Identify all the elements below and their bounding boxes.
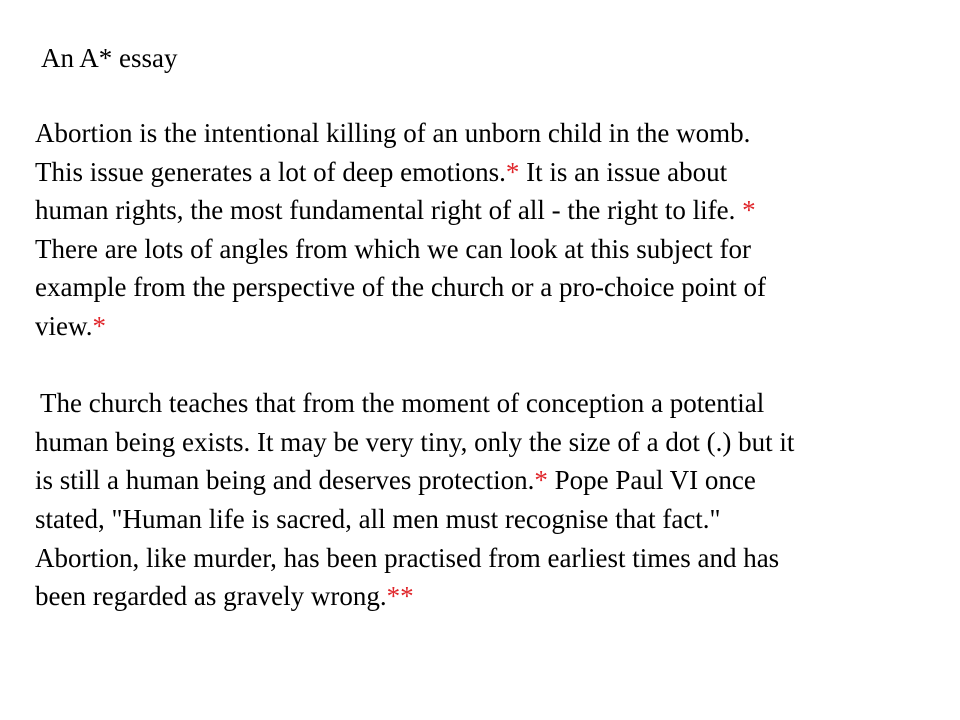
- text-segment: It is an issue about: [519, 156, 728, 187]
- essay-body: [35, 114, 925, 616]
- paragraph-2-line-5: Abortion, like murder, has been practised from earliest times and has: [35, 542, 780, 573]
- paragraph-2-line-3: [35, 461, 925, 500]
- paragraph-2-line-6: [35, 577, 925, 616]
- grade-marker: *: [92, 310, 106, 341]
- paragraph-1-line-1: Abortion is the intentional killing of an unborn child in the womb.: [35, 118, 751, 148]
- essay-title: An A* essay: [41, 43, 178, 73]
- text-segment: Pope Paul VI once: [547, 465, 756, 496]
- paragraph-1-line-2: [35, 153, 925, 192]
- grade-marker: *: [534, 465, 548, 496]
- text-segment: view.: [35, 310, 93, 341]
- text-segment: is still a human being and deserves protection.: [35, 465, 535, 496]
- text-segment: This issue generates a lot of deep emotions.: [35, 156, 506, 187]
- paragraph-1-line-4: There are lots of angles from which we can look at this subject for: [35, 233, 752, 264]
- grade-marker-double: **: [386, 581, 414, 612]
- paragraph-1-line-5: example from the perspective of the church or a pro-choice point of: [35, 272, 766, 303]
- paragraph-2-line-2: human being exists. It may be very tiny, only the size of a dot (.) but it: [35, 426, 795, 457]
- paragraph-2-line-4: stated, "Human life is sacred, all men must recognise that fact.": [35, 503, 721, 534]
- paragraph-1-line-3: [35, 191, 925, 230]
- text-segment: human rights, the most fundamental right of all - the right to life.: [35, 195, 743, 226]
- paragraph-spacer: [35, 346, 925, 385]
- grade-marker: *: [742, 195, 756, 226]
- grade-marker: *: [505, 156, 520, 187]
- paragraph-1-line-6: [35, 307, 925, 346]
- text-segment: been regarded as gravely wrong.: [35, 581, 387, 612]
- paragraph-2-line-1: The church teaches that from the moment of conception a potential: [40, 388, 765, 419]
